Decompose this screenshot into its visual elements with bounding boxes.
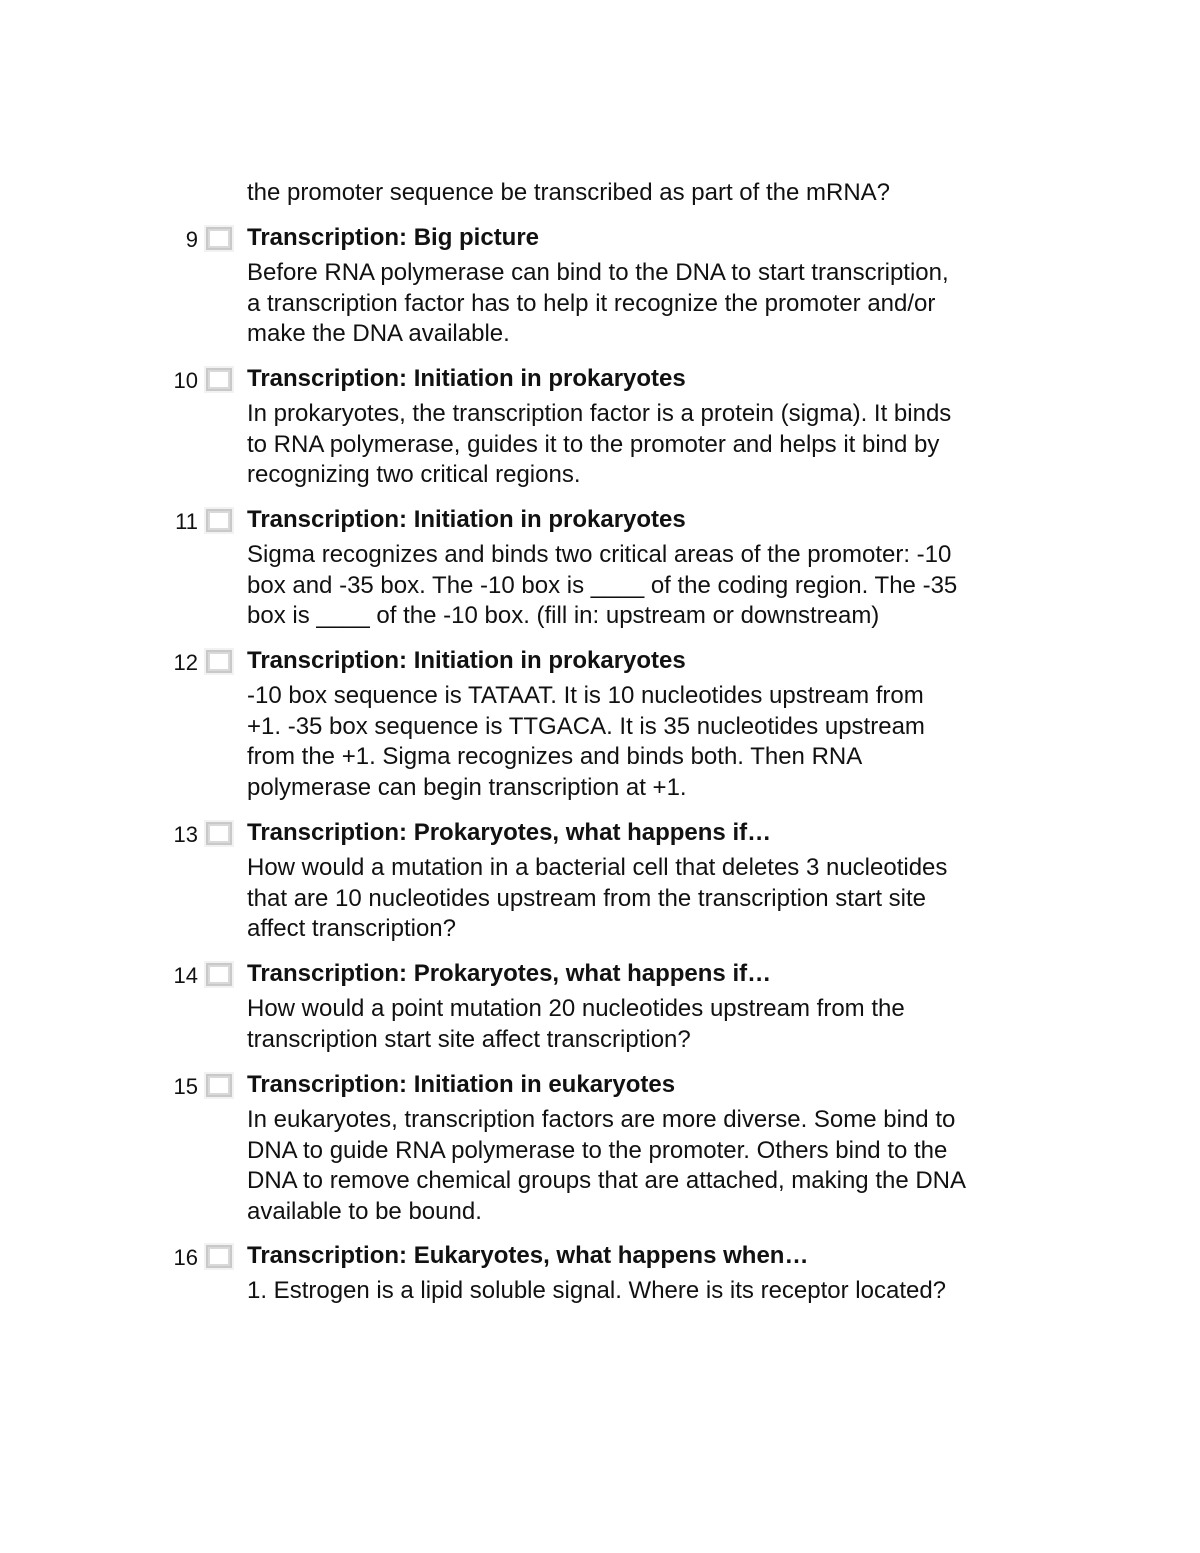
checkbox[interactable] (204, 961, 234, 988)
item-title: Transcription: Initiation in eukaryotes (247, 1071, 676, 1098)
item-body (247, 994, 1047, 1055)
checkbox[interactable] (204, 225, 234, 252)
body-line: to RNA polymerase, guides it to the promoter and helps it bind by (247, 430, 940, 458)
body-line: -10 box sequence is TATAAT. It is 10 nucleotides upstream from (247, 682, 924, 709)
body-line: that are 10 nucleotides upstream from the transcription start site (247, 884, 926, 912)
body-line: transcription start site affect transcription? (247, 1025, 691, 1053)
item-title: Transcription: Initiation in prokaryotes (247, 647, 686, 674)
item-body (247, 399, 1047, 491)
body-line: from the +1. Sigma recognizes and binds both. Then RNA (247, 743, 863, 770)
checkbox[interactable] (204, 648, 234, 675)
item-body (247, 1276, 1047, 1307)
item-body (247, 540, 1047, 632)
body-line: In eukaryotes, transcription factors are more diverse. Some bind to (247, 1106, 956, 1133)
body-line: Sigma recognizes and binds two critical areas of the promoter: -10 (247, 541, 952, 568)
body-line: affect transcription? (247, 915, 457, 942)
item-title: Transcription: Initiation in prokaryotes (247, 365, 686, 392)
item-body (247, 258, 1047, 350)
body-line: +1. -35 box sequence is TTGACA. It is 35 nucleotides upstream (247, 712, 925, 740)
item-number: 12 (173, 650, 198, 675)
item-body (247, 1105, 1047, 1227)
body-line: DNA to remove chemical groups that are attached, making the DNA (247, 1167, 967, 1194)
body-line: Before RNA polymerase can bind to the DNA to start transcription, (247, 259, 949, 286)
body-line: 1. Estrogen is a lipid soluble signal. Where is its receptor located? (247, 1277, 947, 1304)
body-line: box and -35 box. The -10 box is ____ of the coding region. The -35 (247, 571, 958, 599)
item-title: Transcription: Initiation in prokaryotes (247, 506, 686, 533)
body-line: a transcription factor has to help it recognize the promoter and/or (247, 289, 936, 317)
item-title: Transcription: Prokaryotes, what happens if… (247, 819, 772, 846)
item-number: 10 (173, 368, 198, 393)
item-number: 13 (173, 822, 198, 847)
item-number: 9 (185, 227, 198, 252)
body-line: In prokaryotes, the transcription factor is a protein (sigma). It binds (247, 400, 952, 427)
item-title: Transcription: Eukaryotes, what happens when… (247, 1242, 809, 1269)
checkbox[interactable] (204, 1072, 234, 1099)
item-number: 11 (175, 509, 198, 534)
body-line: make the DNA available. (247, 320, 510, 347)
item-number: 14 (173, 963, 198, 988)
checkbox[interactable] (204, 820, 234, 847)
body-line: polymerase can begin transcription at +1. (247, 773, 687, 801)
checkbox[interactable] (204, 1243, 234, 1270)
body-line: recognizing two critical regions. (247, 461, 581, 488)
item-number: 16 (173, 1245, 198, 1270)
item-number: 15 (173, 1074, 198, 1099)
body-line: available to be bound. (247, 1197, 482, 1225)
item-body (247, 853, 1047, 945)
body-line: How would a point mutation 20 nucleotides upstream from the (247, 995, 905, 1022)
body-line: DNA to guide RNA polymerase to the promoter. Others bind to the (247, 1136, 948, 1164)
checkbox[interactable] (204, 366, 234, 393)
item-body (247, 681, 1047, 803)
body-line: How would a mutation in a bacterial cell that deletes 3 nucleotides (247, 854, 948, 881)
item-title: Transcription: Big picture (247, 224, 540, 251)
continued-question-text: the promoter sequence be transcribed as part of the mRNA? (247, 179, 891, 206)
body-line: box is ____ of the -10 box. (fill in: upstream or downstream) (247, 602, 880, 629)
checkbox[interactable] (204, 507, 234, 534)
item-title: Transcription: Prokaryotes, what happens if… (247, 960, 772, 987)
